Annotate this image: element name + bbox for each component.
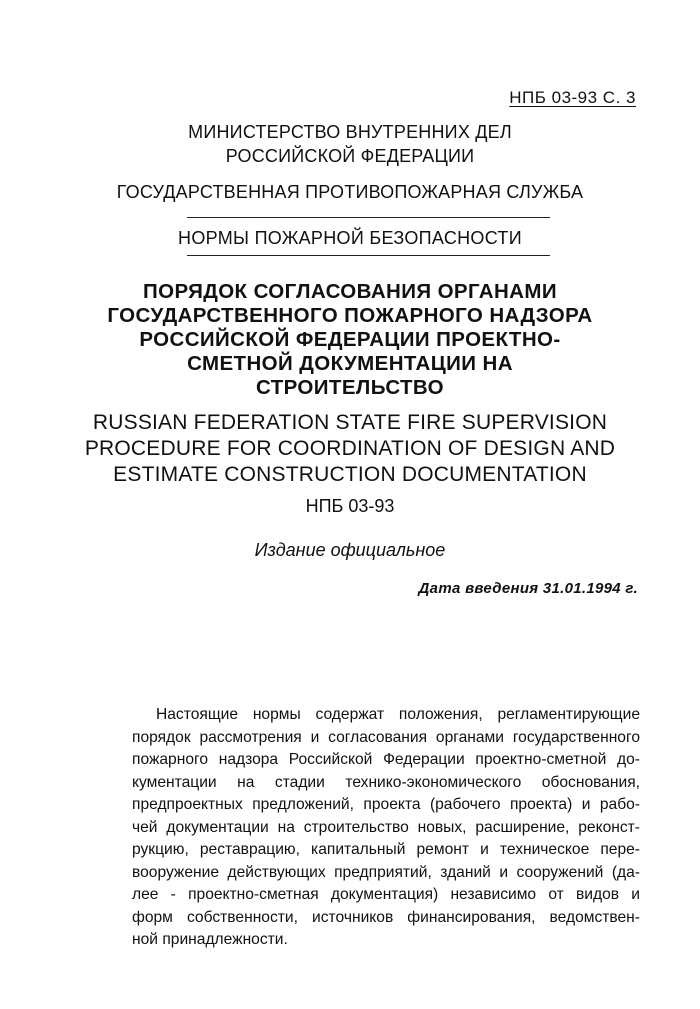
title-ru-line: ГОСУДАРСТВЕННОГО ПОЖАРНОГО НАДЗОРА (107, 304, 593, 327)
edition-label: Издание официальное (254, 540, 446, 560)
body-line: порядок рассмотрения и согласования органами государственного (132, 728, 640, 746)
body-line: предпроектных предложений, проекта (рабочего проекта) и рабо- (132, 796, 640, 813)
ministry-line-2: РОССИЙСКОЙ ФЕДЕРАЦИИ (225, 146, 475, 166)
body-paragraph (132, 704, 640, 952)
body-line: вооружение действующих предприятий, зданий и сооружений (да- (132, 863, 640, 881)
title-ru-line: СТРОИТЕЛЬСТВО (256, 376, 444, 399)
page-reference: НПБ 03-93 С. 3 (509, 88, 636, 107)
title-ru-line: ПОРЯДОК СОГЛАСОВАНИЯ ОРГАНАМИ (143, 280, 557, 303)
body-line: пожарного надзора Российской Федерации проектно-сметной до- (132, 751, 640, 768)
divider-top (187, 217, 550, 218)
body-line: Настоящие нормы содержат положения, регламентирующие (156, 706, 640, 723)
title-ru-line: РОССИЙСКОЙ ФЕДЕРАЦИИ ПРОЕКТНО- (139, 328, 561, 351)
document-title-russian (0, 280, 700, 400)
title-en-line: PROCEDURE FOR COORDINATION OF DESIGN AND (84, 437, 616, 460)
introduction-date: Дата введения 31.01.1994 г. (418, 580, 638, 597)
body-line: чей документации на строительство новых, расширение, реконст- (132, 818, 640, 836)
body-line: лее - проектно-сметная документация) независимо от видов и (132, 886, 640, 903)
document-code: НПБ 03-93 (305, 496, 395, 516)
ministry-line-1: МИНИСТЕРСТВО ВНУТРЕННИХ ДЕЛ (188, 122, 512, 142)
divider-bottom (187, 255, 550, 256)
body-line: рукцию, реставрацию, капитальный ремонт и техническое пере- (132, 841, 640, 858)
norms-title: НОРМЫ ПОЖАРНОЙ БЕЗОПАСНОСТИ (178, 228, 522, 248)
ministry-header (0, 120, 700, 168)
fire-service-name: ГОСУДАРСТВЕННАЯ ПРОТИВОПОЖАРНАЯ СЛУЖБА (116, 182, 584, 202)
title-ru-line: СМЕТНОЙ ДОКУМЕНТАЦИИ НА (187, 352, 513, 375)
body-line: кументации на стадии технико-экономического обоснования, (132, 773, 640, 791)
body-line: форм собственности, источников финансирования, ведомствен- (132, 908, 640, 926)
title-en-line: ESTIMATE CONSTRUCTION DOCUMENTATION (113, 463, 587, 486)
document-title-english (0, 410, 700, 488)
body-line: ной принадлежности. (132, 931, 288, 948)
title-en-line: RUSSIAN FEDERATION STATE FIRE SUPERVISION (92, 411, 608, 434)
